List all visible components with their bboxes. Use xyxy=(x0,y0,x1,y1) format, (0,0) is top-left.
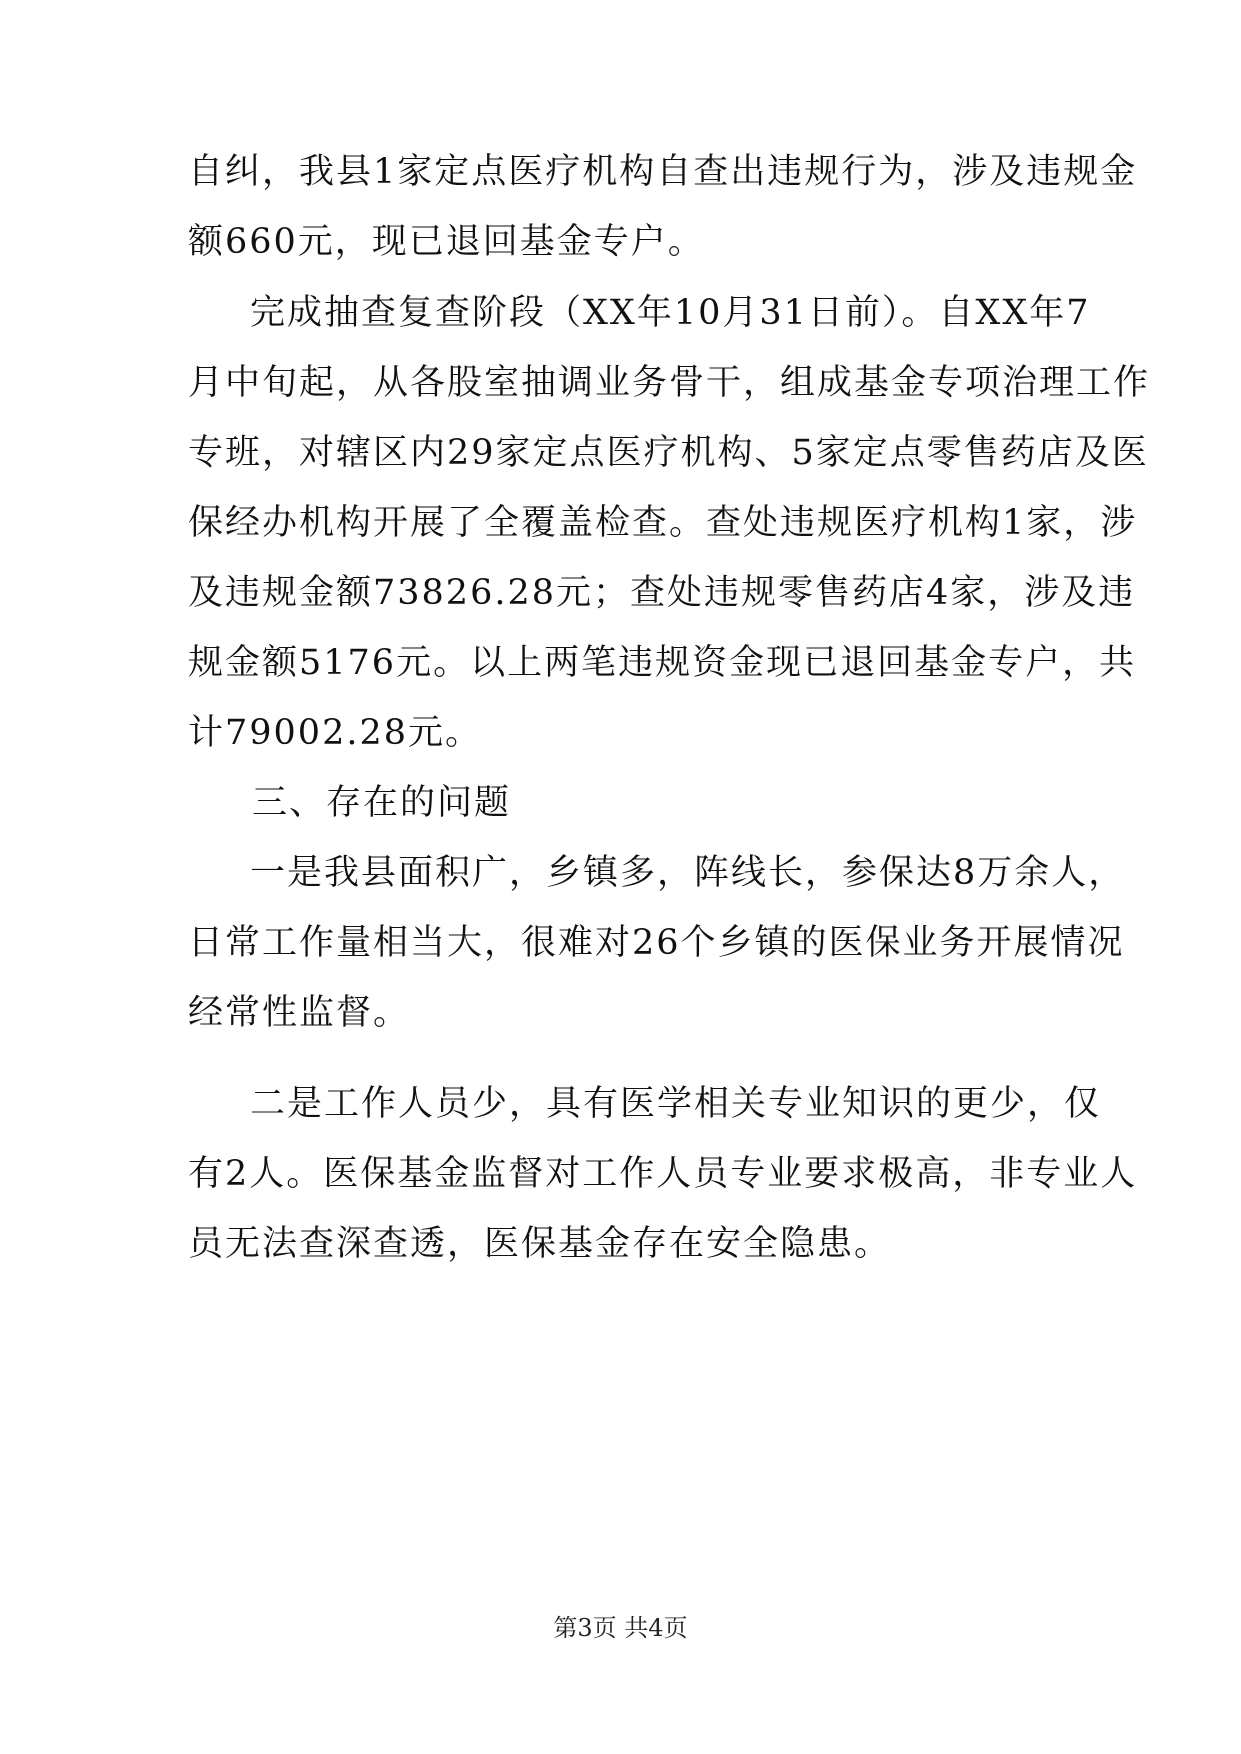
paragraph-line: 月中旬起，从各股室抽调业务骨干，组成基金专项治理工作 xyxy=(188,363,1151,403)
paragraph-line: 自纠，我县1家定点医疗机构自查出违规行为，涉及违规金 xyxy=(188,152,1138,192)
page-number-footer: 第3页 共4页 xyxy=(553,1614,688,1642)
paragraph-line: 规金额5176元。以上两笔违规资金现已退回基金专户，共 xyxy=(188,643,1137,683)
paragraph-line: 专班，对辖区内29家定点医疗机构、5家定点零售药店及医 xyxy=(188,433,1149,473)
paragraph-line: 一是我县面积广，乡镇多，阵线长，参保达8万余人， xyxy=(250,853,1126,893)
section-heading: 三、存在的问题 xyxy=(252,783,512,823)
paragraph-line: 二是工作人员少，具有医学相关专业知识的更少，仅 xyxy=(250,1084,1102,1124)
paragraph-line: 及违规金额73826.28元；查处违规零售药店4家，涉及违 xyxy=(188,573,1136,613)
paragraph-line: 日常工作量相当大，很难对26个乡镇的医保业务开展情况 xyxy=(188,923,1125,963)
paragraph-line: 员无法查深查透，医保基金存在安全隐患。 xyxy=(188,1224,892,1264)
paragraph-line: 计79002.28元。 xyxy=(188,713,483,753)
paragraph-line: 完成抽查复查阶段（XX年10月31日前）。自XX年7 xyxy=(250,293,1091,333)
paragraph-line: 经常性监督。 xyxy=(188,993,411,1033)
paragraph-line: 保经办机构开展了全覆盖检查。查处违规医疗机构1家，涉 xyxy=(188,503,1138,543)
paragraph-line: 有2人。医保基金监督对工作人员专业要求极高，非专业人 xyxy=(188,1154,1138,1194)
paragraph-line: 额660元，现已退回基金专户。 xyxy=(188,222,705,262)
